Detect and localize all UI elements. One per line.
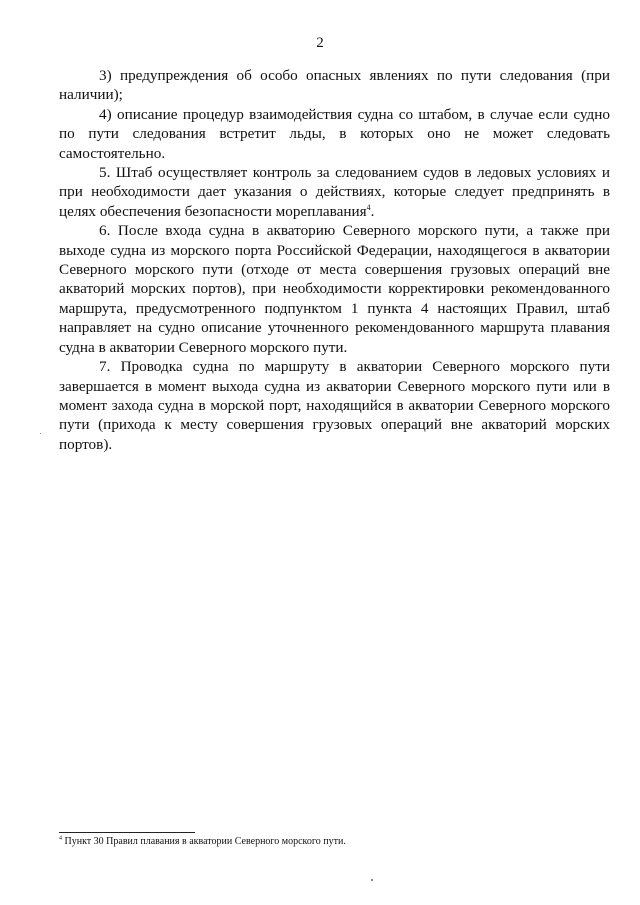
paragraph-text: 3) предупреждения об особо опасных явлениях по пути следования (при наличии); (59, 67, 610, 104)
footnote-number: 4 (59, 835, 62, 842)
paragraph-text: 6. После входа судна в акваторию Северного морского пути, а также при выходе судна из морского порта Российской Федерации, находящегося в акватории Северного морского пути (отходе от места совершения грузовых операций вне акваторий морских портов), при необходимости корректировки рекомендованного маршрута, предусмотренного подпунктом 1 пункта 4 настоящих Правил, штаб направляет на судно описание уточненного рекомендованного маршрута плавания судна в акватории Северного морского пути. (59, 222, 610, 356)
footnote-text: Пункт 30 Правил плавания в акватории Северного морского пути. (62, 836, 346, 847)
footnote-separator (59, 832, 195, 833)
paragraph-text: 7. Проводка судна по маршруту в акватории Северного морского пути завершается в момент выхода судна из акватории Северного морского пути или в момент захода судна в морской порт, находящийся в акватории Северного морского пути (прихода к месту совершения грузовых операций вне акваторий морских портов). (59, 358, 610, 453)
footnote-reference: 4 (366, 202, 371, 212)
paragraph-text: 5. Штаб осуществляет контроль за следованием судов в ледовых условиях и при необходимости дает указания о действиях, которые следует предпринять в целях обеспечения безопасности мореплавания (59, 164, 610, 220)
paragraph-trailing-punctuation: . (370, 202, 375, 220)
paragraph-text: 4) описание процедур взаимодействия судна со штабом, в случае если судно по пути следования встретит льды, в которых оно не может следовать самостоятельно. (59, 105, 610, 162)
paragraph-item-4 (59, 105, 610, 163)
footnote (59, 836, 610, 848)
paragraph-5 (59, 163, 610, 221)
paragraph-6 (59, 221, 610, 357)
paragraph-item-3 (59, 66, 610, 105)
scan-speck (40, 433, 41, 434)
page-number: 2 (316, 35, 324, 51)
body-text (59, 66, 610, 454)
scan-speck (371, 879, 373, 881)
paragraph-7 (59, 357, 610, 454)
